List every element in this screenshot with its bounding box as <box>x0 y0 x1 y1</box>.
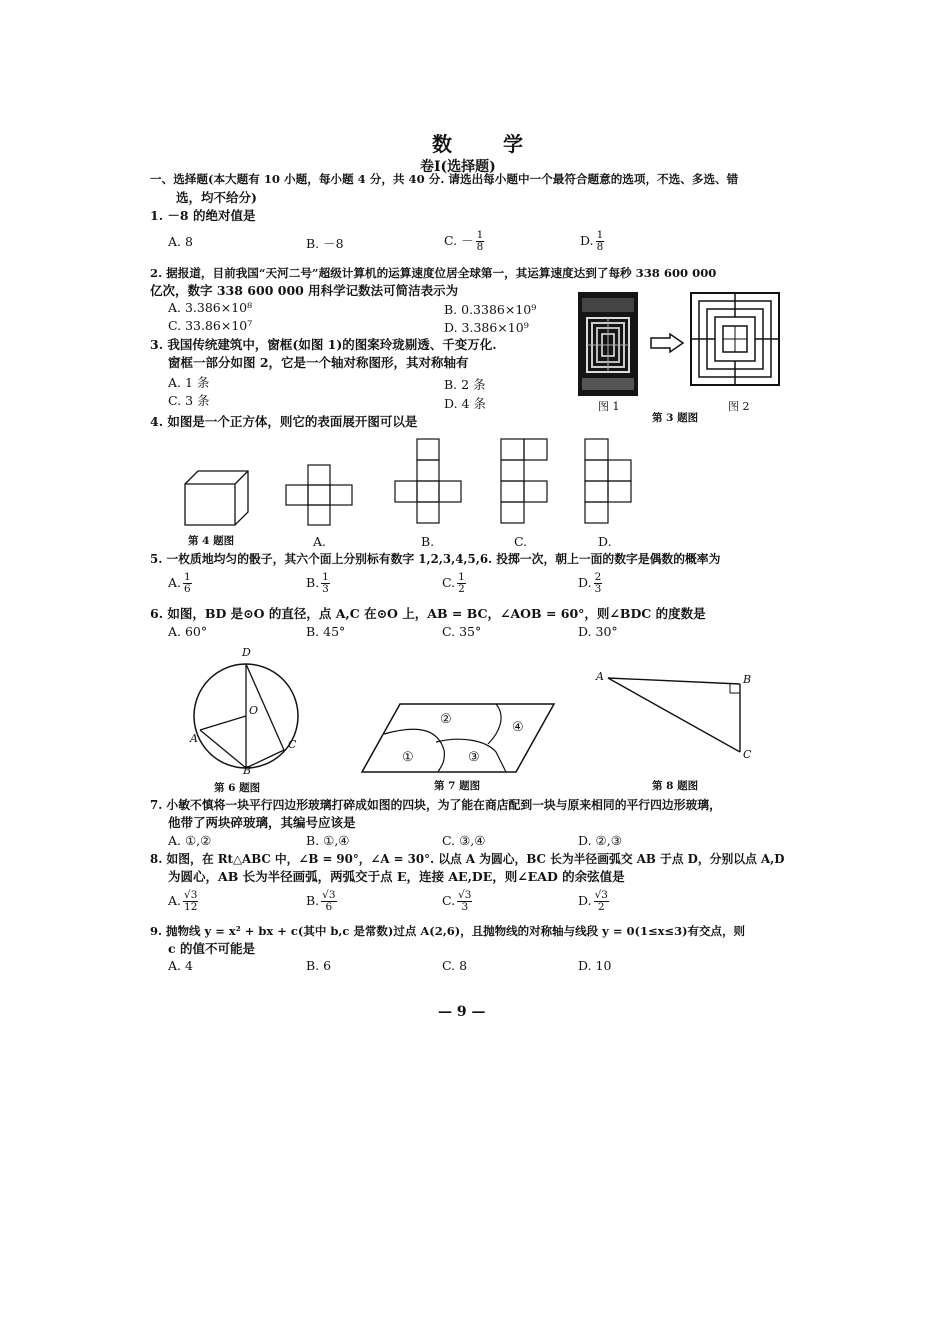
q6-label-d: D <box>242 646 251 659</box>
q8-d-prefix: D. <box>578 893 592 908</box>
q6-figure-caption: 第 6 题图 <box>214 782 261 794</box>
q5-a-num: 1 <box>184 571 191 583</box>
q8-d-den: 2 <box>597 901 605 913</box>
q6-stem: 6. 如图，BD 是⊙O 的直径，点 A,C 在⊙O 上，AB = BC，∠AOB = 60°，则∠BDC 的度数是 <box>150 606 706 621</box>
q6-option-c: C. 35° <box>442 624 482 639</box>
q3-figure-2-window-pattern <box>690 292 780 386</box>
q5-c-fraction <box>457 572 466 595</box>
page-number: — 9 — <box>438 1004 486 1020</box>
q6-label-c: C <box>288 738 297 751</box>
q5-option-d <box>578 572 602 595</box>
q5-d-fraction <box>594 572 603 595</box>
q4-option-c: C. <box>514 534 528 549</box>
q1-c-fraction <box>476 230 485 253</box>
q9-line-2: c 的值不可能是 <box>168 941 255 956</box>
q4-net-option-c <box>500 438 550 526</box>
q3-option-b: B. 2 条 <box>444 377 486 392</box>
q8-a-fraction <box>183 890 198 913</box>
q8-a-prefix: A. <box>168 893 182 908</box>
q1-option-c <box>444 230 484 253</box>
q8-option-c <box>442 890 472 913</box>
q8-d-num: √3 <box>594 889 608 901</box>
section-line-1: 一、选择题(本大题有 10 小题，每小题 4 分，共 40 分. 请选出每小题中一个最符合题意的选项，不选、多选、错 <box>150 172 739 186</box>
q4-figure-caption: 第 4 题图 <box>188 535 235 547</box>
q8-label-a: A <box>596 670 604 683</box>
q3-line-2: 窗框一部分如图 2，它是一个轴对称图形，其对称轴有 <box>168 355 469 370</box>
q8-a-den: 12 <box>184 901 198 913</box>
q6-option-b: B. 45° <box>306 624 346 639</box>
q5-c-num: 1 <box>458 571 465 583</box>
q4-option-b: B. <box>421 534 435 549</box>
q8-b-fraction <box>321 890 336 913</box>
q5-option-c <box>442 572 466 595</box>
q8-option-d <box>578 890 609 913</box>
arrow-right-icon <box>650 333 684 353</box>
q1-d-den: 8 <box>596 241 604 253</box>
q1-d-prefix: D. <box>580 233 594 248</box>
q4-cube-figure <box>184 470 250 526</box>
q4-net-option-a <box>284 464 356 526</box>
q7-piece-1: ① <box>402 750 414 765</box>
q4-option-d: D. <box>598 534 612 549</box>
q8-line-2: 为圆心，AB 长为半径画弧，两弧交于点 E，连接 AE,DE，则∠EAD 的余弦值是 <box>168 869 625 884</box>
q8-triangle-figure <box>600 672 750 762</box>
q7-line-2: 他带了两块碎玻璃，其编号应该是 <box>168 815 356 830</box>
q5-option-a <box>168 572 192 595</box>
q1-option-b: B. －8 <box>306 236 344 251</box>
q3-option-a: A. 1 条 <box>168 375 210 390</box>
q8-c-prefix: C. <box>442 893 456 908</box>
q1-c-num: 1 <box>476 229 484 241</box>
q5-a-fraction <box>183 572 192 595</box>
q9-option-c: C. 8 <box>442 958 468 973</box>
q5-a-den: 6 <box>184 583 191 595</box>
q5-b-fraction <box>321 572 330 595</box>
q1-option-d <box>580 230 604 253</box>
q5-d-den: 3 <box>594 583 602 595</box>
page-title: 数 学 <box>432 132 545 156</box>
q8-label-b: B <box>743 673 752 686</box>
q8-line-1: 8. 如图，在 Rt△ABC 中，∠B = 90°，∠A = 30°. 以点 A 为圆心，BC 长为半径画弧交 AB 于点 D，分别以点 A,D <box>150 852 785 866</box>
q4-net-option-b <box>394 438 464 526</box>
q1-d-fraction <box>596 230 605 253</box>
q5-stem: 5. 一枚质地均匀的骰子，其六个面上分别标有数字 1,2,3,4,5,6. 投掷一次，朝上一面的数字是偶数的概率为 <box>150 552 721 566</box>
q5-b-den: 3 <box>322 583 329 595</box>
q3-figure-caption: 第 3 题图 <box>652 412 699 424</box>
q3-option-c: C. 3 条 <box>168 393 210 408</box>
q6-option-d: D. 30° <box>578 624 618 639</box>
q3-figure-1-label: 图 1 <box>598 400 620 413</box>
q8-b-prefix: B. <box>306 893 320 908</box>
q4-option-a: A. <box>313 534 327 549</box>
q6-label-o: O <box>249 704 259 717</box>
q7-line-1: 7. 小敏不慎将一块平行四边形玻璃打碎成如图的四块，为了能在商店配到一块与原来相同的平行四边形玻璃， <box>150 798 721 812</box>
q7-option-a: A. ①,② <box>168 833 212 848</box>
q7-option-b: B. ①,④ <box>306 833 350 848</box>
q8-c-fraction <box>457 890 472 913</box>
q5-a-prefix: A. <box>168 575 182 590</box>
q7-option-d: D. ②,③ <box>578 833 622 848</box>
q9-option-d: D. 10 <box>578 958 612 973</box>
q8-c-den: 3 <box>461 901 469 913</box>
q1-c-den: 8 <box>476 241 484 253</box>
q1-stem: 1. －8 的绝对值是 <box>150 208 256 223</box>
q6-label-b: B <box>243 764 252 777</box>
q1-option-a: A. 8 <box>168 234 193 249</box>
q7-figure-caption: 第 7 题图 <box>434 780 481 792</box>
q5-d-num: 2 <box>594 571 602 583</box>
q5-b-prefix: B. <box>306 575 320 590</box>
q5-option-b <box>306 572 330 595</box>
q9-option-b: B. 6 <box>306 958 332 973</box>
q5-c-den: 2 <box>458 583 465 595</box>
q3-figure-1-window-photo <box>578 292 638 396</box>
q3-line-1: 3. 我国传统建筑中，窗框(如图 1)的图案玲珑剔透、千变万化. <box>150 337 497 352</box>
q7-parallelogram-figure <box>360 702 556 774</box>
q8-label-c: C <box>743 748 752 761</box>
section-line-2: 选，均不给分) <box>176 190 257 205</box>
q9-option-a: A. 4 <box>168 958 193 973</box>
q8-option-a <box>168 890 198 913</box>
q6-label-a: A <box>190 732 198 745</box>
q8-option-b <box>306 890 337 913</box>
q8-b-num: √3 <box>322 889 336 901</box>
q2-option-d: D. 3.386×10⁹ <box>444 320 529 335</box>
q6-option-a: A. 60° <box>168 624 208 639</box>
q5-d-prefix: D. <box>578 575 592 590</box>
q5-b-num: 1 <box>322 571 329 583</box>
q2-option-c: C. 33.86×10⁷ <box>168 318 253 333</box>
q8-d-fraction <box>594 890 609 913</box>
q1-d-num: 1 <box>596 229 604 241</box>
q3-figure-2-label: 图 2 <box>728 400 750 413</box>
q8-b-den: 6 <box>325 901 333 913</box>
q3-option-d: D. 4 条 <box>444 396 486 411</box>
q2-option-b: B. 0.3386×10⁹ <box>444 302 537 317</box>
q4-net-option-d <box>584 438 634 526</box>
q7-piece-2: ② <box>440 712 452 727</box>
q2-line-2: 亿次，数字 338 600 000 用科学记数法可简洁表示为 <box>150 283 459 298</box>
q1-c-prefix: C. － <box>444 233 474 248</box>
q9-line-1: 9. 抛物线 y = x² + bx + c(其中 b,c 是常数)过点 A(2,6)，且抛物线的对称轴与线段 y = 0(1≤x≤3)有交点，则 <box>150 924 746 938</box>
q5-c-prefix: C. <box>442 575 456 590</box>
q8-a-num: √3 <box>184 889 198 901</box>
q7-option-c: C. ③,④ <box>442 833 486 848</box>
q2-line-1: 2. 据报道，目前我国“天河二号”超级计算机的运算速度位居全球第一，其运算速度达到了每秒 338 600 000 <box>150 266 717 280</box>
q8-c-num: √3 <box>458 889 472 901</box>
page-subtitle: 卷Ⅰ(选择题) <box>420 159 496 175</box>
q7-piece-4: ④ <box>512 720 524 735</box>
q2-option-a: A. 3.386×10⁸ <box>168 300 253 315</box>
q8-figure-caption: 第 8 题图 <box>652 780 699 792</box>
q6-circle-figure <box>180 648 310 778</box>
q7-piece-3: ③ <box>468 750 480 765</box>
q4-stem: 4. 如图是一个正方体，则它的表面展开图可以是 <box>150 414 418 429</box>
